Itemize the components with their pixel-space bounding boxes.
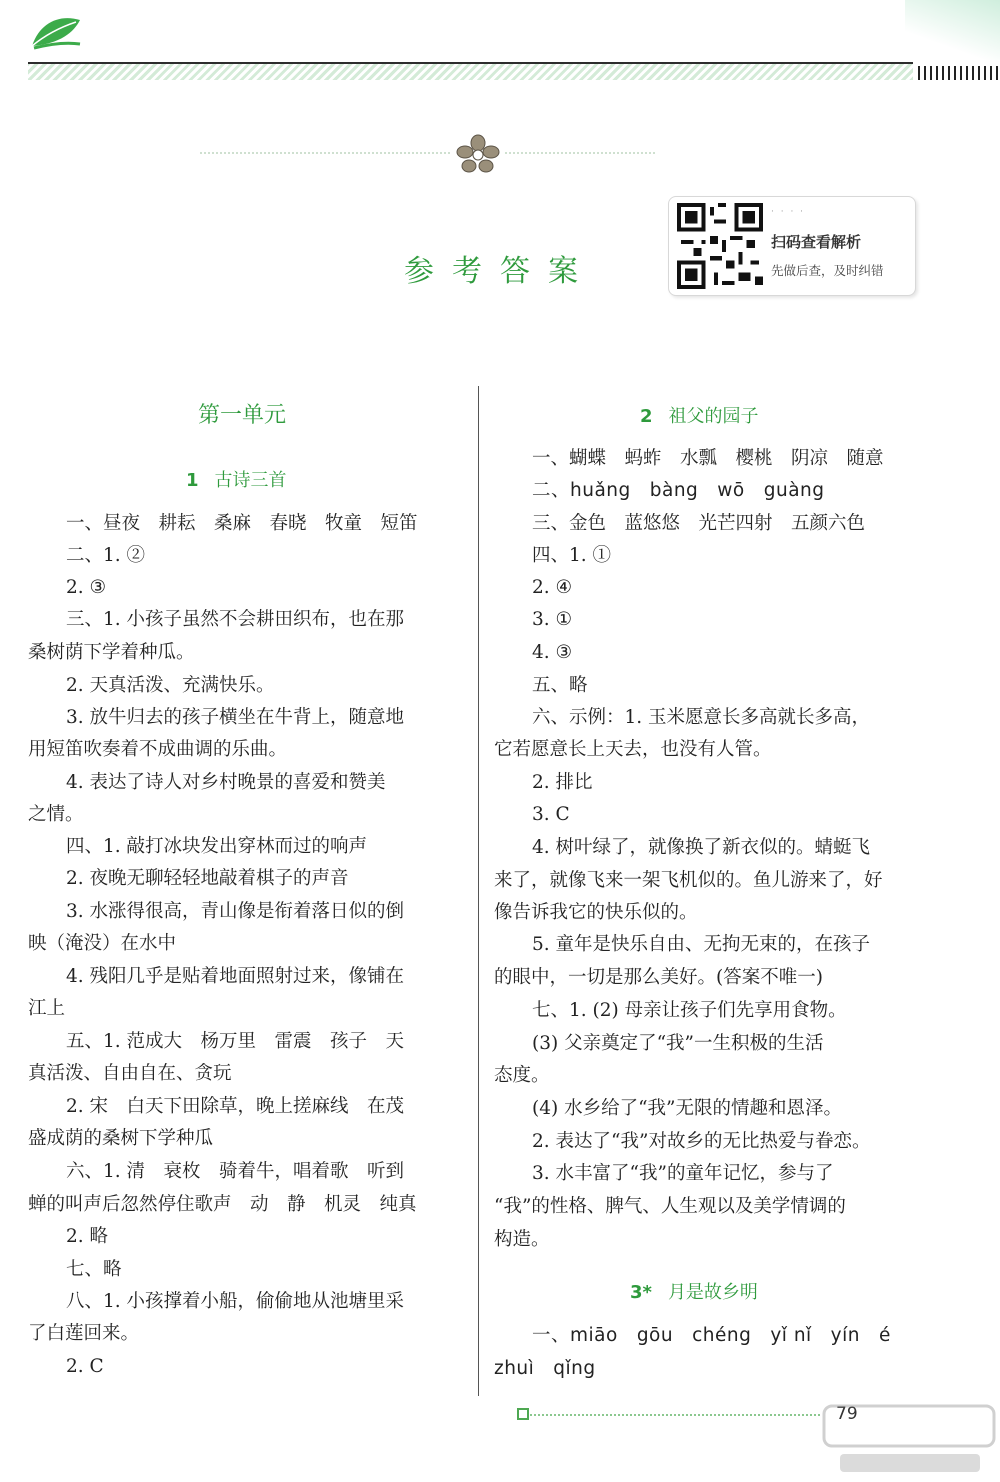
answer-line: 二、1. ②	[66, 545, 146, 566]
answer-line: 3. 水涨得很高，青山像是衔着落日似的倒	[66, 901, 405, 922]
footer-square-icon	[517, 1408, 529, 1420]
answer-line: 七、1. (2) 母亲让孩子们先享用食物。	[532, 1000, 847, 1021]
answer-line: 5. 童年是快乐自由、无拘无束的，在孩子	[532, 934, 871, 955]
answer-line: 3. 放牛归去的孩子横坐在牛背上，随意地	[66, 707, 405, 728]
answer-line: 2. 夜晚无聊轻轻地敲着棋子的声音	[66, 868, 349, 889]
answer-line: 之情。	[28, 804, 84, 825]
answer-line: 的眼中，一切是那么美好。(答案不唯一)	[494, 967, 823, 988]
answer-line: 映（淹没）在水中	[28, 933, 177, 954]
answer-line: 像告诉我它的快乐似的。	[494, 902, 698, 923]
leaf-icon	[30, 14, 82, 50]
footer-dots	[530, 1414, 820, 1416]
answer-line: 2. C	[66, 1356, 104, 1377]
answer-line: 2. ④	[532, 577, 573, 598]
answer-line: 构造。	[494, 1229, 550, 1250]
header-stripe	[28, 62, 913, 80]
page-title: 参考答案	[404, 254, 596, 289]
answer-line: 4. 树叶绿了，就像换了新衣似的。蜻蜓飞	[532, 837, 871, 858]
header-rule	[28, 62, 913, 64]
flower-icon	[455, 134, 501, 174]
qr-subtitle: 先做后查，及时纠错	[771, 263, 884, 278]
qr-decoration: · · · ·	[771, 207, 806, 217]
watermark-logo	[820, 1402, 998, 1478]
answer-line: 3. ①	[532, 609, 573, 630]
answer-line: 五、略	[532, 675, 588, 696]
answer-line: 2. 天真活泼、充满快乐。	[66, 675, 275, 696]
answer-line: 六、1. 清 衰枚 骑着牛，唱着歌 听到	[66, 1161, 405, 1182]
answer-line: 桑树荫下学着种瓜。	[28, 642, 195, 663]
section-heading-1	[186, 466, 287, 492]
answer-line: 盛成荫的桑树下学种瓜	[28, 1128, 214, 1149]
answer-line: 4. 残阳几乎是贴着地面照射过来，像铺在	[66, 966, 405, 987]
answer-line: 二、huǎng bàng wō guàng	[532, 480, 825, 501]
answer-line: 四、1. ①	[532, 545, 612, 566]
answer-line: 2. 表达了“我”对故乡的无比热爱与眷恋。	[532, 1131, 871, 1152]
answer-line: 一、蝴蝶 蚂蚱 水瓢 樱桃 阴凉 随意	[532, 448, 884, 469]
section-title: 祖父的园子	[668, 406, 759, 427]
section-title: 古诗三首	[214, 470, 287, 491]
answer-line: (4) 水乡给了“我”无限的情趣和恩泽。	[532, 1098, 843, 1119]
answer-line: zhuì qǐng	[494, 1358, 596, 1379]
qr-card[interactable]	[668, 196, 916, 296]
ornament-dots-left	[200, 152, 450, 154]
section-number: 1	[186, 470, 199, 491]
answer-line: 用短笛吹奏着不成曲调的乐曲。	[28, 739, 288, 760]
ornament-dots-right	[505, 152, 655, 154]
answer-line: 一、miāo gōu chéng yǐ nǐ yín é	[532, 1325, 891, 1346]
section-number: 2	[640, 406, 653, 427]
section-heading-3	[630, 1278, 758, 1304]
answer-line: 4. ③	[532, 642, 573, 663]
section-title: 月是故乡明	[667, 1282, 758, 1303]
answer-line: 3. C	[532, 804, 570, 825]
answer-line: 2. ③	[66, 577, 107, 598]
answer-line: 五、1. 范成大 杨万里 雷震 孩子 天	[66, 1031, 405, 1052]
answer-line: 来了，就像飞来一架飞机似的。鱼儿游来了，好	[494, 870, 883, 891]
corner-gradient	[905, 0, 1000, 60]
answer-line: 态度。	[494, 1065, 550, 1086]
qr-title: 扫码查看解析	[771, 233, 862, 251]
answer-line: 七、略	[66, 1259, 122, 1280]
answer-line: 四、1. 敲打冰块发出穿林而过的响声	[66, 836, 368, 857]
answer-line: 3. 水丰富了“我”的童年记忆，参与了	[532, 1163, 834, 1184]
answer-line: 八、1. 小孩撑着小船，偷偷地从池塘里采	[66, 1291, 405, 1312]
answer-line: 三、金色 蓝悠悠 光芒四射 五颜六色	[532, 513, 866, 534]
section-number: 3*	[630, 1282, 652, 1303]
header-ticks	[918, 66, 998, 80]
answer-line: 一、昼夜 耕耘 桑麻 春晓 牧童 短笛	[66, 513, 418, 534]
answer-line: 三、1. 小孩子虽然不会耕田织布，也在那	[66, 609, 405, 630]
answer-line: 真活泼、自由自在、贪玩	[28, 1063, 232, 1084]
unit-title: 第一单元	[197, 403, 286, 428]
answer-line: 4. 表达了诗人对乡村晚景的喜爱和赞美	[66, 772, 386, 793]
answer-line: 了白莲回来。	[28, 1323, 140, 1344]
answer-line: 六、示例：1. 玉米愿意长多高就长多高，	[532, 707, 871, 728]
answer-line: (3) 父亲奠定了“我”一生积极的生活	[532, 1033, 824, 1054]
header-decoration	[0, 0, 1000, 90]
column-divider	[478, 386, 479, 1396]
answer-line: 江上	[28, 998, 66, 1019]
answer-line: 2. 宋 白天下田除草，晚上搓麻线 在茂	[66, 1096, 405, 1117]
page-number: 79	[836, 1404, 858, 1424]
qr-code-icon[interactable]	[677, 203, 763, 289]
answer-line: “我”的性格、脾气、人生观以及美学情调的	[494, 1196, 846, 1217]
answer-line: 蝉的叫声后忽然停住歌声 动 静 机灵 纯真	[28, 1194, 417, 1215]
answer-line: 它若愿意长上天去，也没有人管。	[494, 739, 772, 760]
answer-line: 2. 略	[66, 1226, 109, 1247]
answer-line: 2. 排比	[532, 772, 593, 793]
section-heading-2	[640, 402, 759, 428]
